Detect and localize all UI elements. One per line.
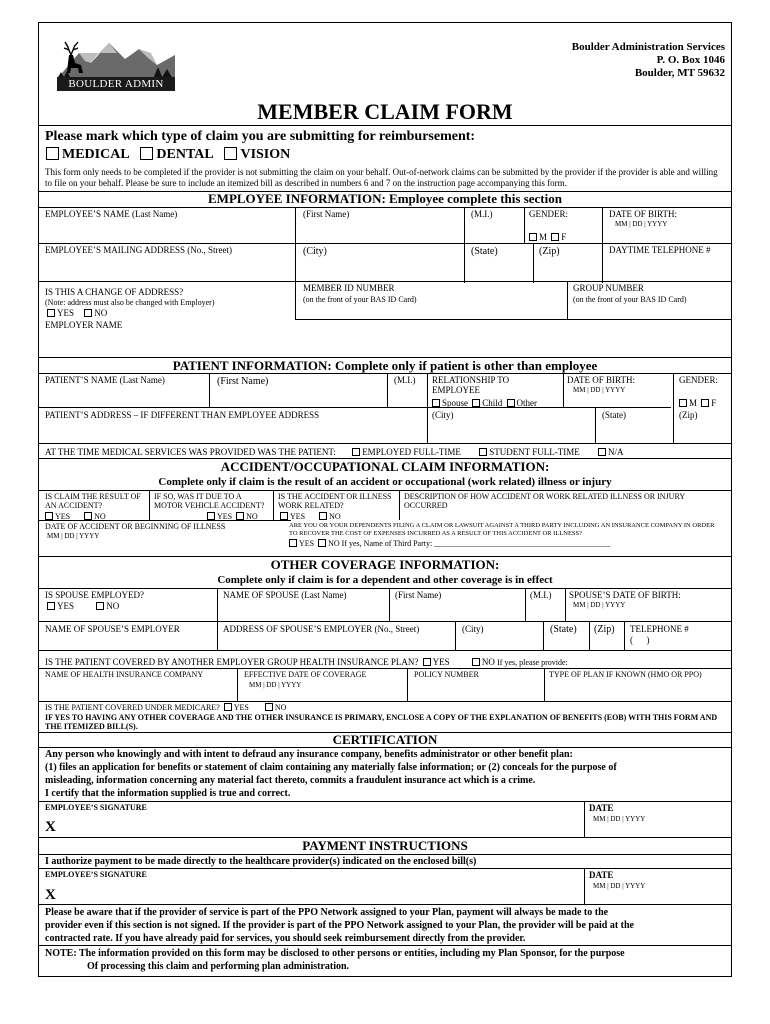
accident-subheading: Complete only if claim is the result of an accident or occupational (work related) illness or injury	[158, 476, 612, 488]
no-label: NO	[329, 512, 341, 521]
certification-heading: CERTIFICATION	[332, 732, 438, 747]
disclosure-note-line: NOTE: The information provided on this form may be disclosed to other persons or entities, including my Plan Sponsor, for the purpose	[45, 948, 625, 959]
certification-date-format: MM | DD | YYYY	[593, 815, 646, 823]
no-label: NO	[481, 657, 495, 667]
payment-signature-label: EMPLOYEE’S SIGNATURE	[45, 870, 147, 879]
na-label: N/A	[608, 447, 624, 457]
relationship-label: RELATIONSHIP TO EMPLOYEE	[432, 375, 510, 395]
other-coverage-subheading: Complete only if claim is for a dependent and other coverage is in effect	[217, 574, 553, 586]
patient-status-prompt: AT THE TIME MEDICAL SERVICES WAS PROVIDED WAS THE PATIENT:	[45, 447, 336, 457]
certification-signature-x[interactable]: X	[45, 819, 56, 835]
spouse-employed-no-checkbox[interactable]	[96, 602, 104, 610]
spouse-employer-state-label: (State)	[550, 624, 577, 635]
employee-dob-format: MM | DD | YYYY	[615, 220, 668, 228]
city-state: Boulder, MT 59632	[634, 67, 725, 79]
no-label: NO	[274, 703, 287, 712]
patient-female-checkbox[interactable]	[701, 399, 709, 407]
spouse-employed-options	[47, 601, 119, 611]
spouse-employer-city-label: (City)	[462, 624, 484, 634]
other-plan-question: IS THE PATIENT COVERED BY ANOTHER EMPLOYER GROUP HEALTH INSURANCE PLAN?	[45, 657, 419, 667]
work-no-checkbox[interactable]	[319, 512, 327, 520]
employed-full-time-checkbox[interactable]	[352, 448, 360, 456]
no-label: NO	[106, 601, 120, 611]
no-label: NO	[94, 308, 108, 318]
employee-gender-label: GENDER:	[529, 209, 568, 219]
vision-label: VISION	[240, 147, 291, 162]
patient-heading: PATIENT INFORMATION: Complete only if patient is other than employee	[172, 358, 598, 373]
other-label: Other	[516, 398, 538, 408]
ppo-notice	[45, 906, 727, 945]
member-id-label: MEMBER ID NUMBER	[303, 283, 395, 293]
medicare-yes-checkbox[interactable]	[224, 703, 232, 711]
logo-banner: BOULDER ADMIN	[57, 77, 175, 91]
eob-note: IF YES TO HAVING ANY OTHER COVERAGE AND THE OTHER INSURANCE IS PRIMARY, ENCLOSE A COPY OF THE EXPLANATION OF BENEFITS (EOB) WITH THIS FORM AND THE ITEMIZED BILL(S).	[45, 713, 718, 731]
lawsuit-yes-checkbox[interactable]	[289, 539, 297, 547]
patient-gender-label: GENDER:	[679, 375, 718, 385]
employee-female-checkbox[interactable]	[551, 233, 559, 241]
org-address-block	[572, 41, 725, 80]
yes-label: YES	[233, 703, 249, 712]
change-address-label: IS THIS A CHANGE OF ADDRESS?	[45, 287, 184, 297]
group-number-label: GROUP NUMBER	[573, 283, 644, 293]
vision-checkbox[interactable]	[224, 147, 237, 160]
lawsuit-question: ARE YOU OR YOUR DEPENDENTS FILING A CLAIM OR LAWSUIT AGAINST A THIRD PARTY INCLUDING AN INSURANCE COMPANY IN ORDER TO RECOVER THE COST OF EXPENSES INCURRED AS A RESULT OF THIS ACCIDENT OR ILLNESS?	[289, 522, 715, 537]
spouse-employer-phone-label: TELEPHONE #	[630, 624, 689, 634]
mountain-elk-icon	[57, 39, 175, 79]
medicare-no-checkbox[interactable]	[265, 703, 273, 711]
yes-label: YES	[55, 512, 71, 521]
patient-dob-format: MM | DD | YYYY	[573, 386, 626, 394]
student-full-time-checkbox[interactable]	[479, 448, 487, 456]
employee-first-name-label: (First Name)	[303, 209, 350, 219]
employee-city-label: (City)	[303, 246, 327, 257]
employee-last-name-label: EMPLOYEE’S NAME (Last Name)	[45, 209, 178, 219]
group-number-note: (on the front of your BAS ID Card)	[573, 295, 687, 304]
change-address-yes-checkbox[interactable]	[47, 309, 55, 317]
change-address-note: (Note: address must also be changed with Employer)	[45, 298, 215, 307]
member-id-note: (on the front of your BAS ID Card)	[303, 295, 417, 304]
male-label: M	[689, 398, 698, 408]
yes-label: YES	[290, 512, 306, 521]
change-address-no-checkbox[interactable]	[84, 309, 92, 317]
boulder-admin-logo	[57, 39, 175, 93]
ppo-notice-line: provider even if this section is not signed. If the provider is part of the PPO Network assigned to your Plan, the provider will be paid at the	[45, 920, 634, 931]
spouse-dob-format: MM | DD | YYYY	[573, 601, 626, 609]
dental-label: DENTAL	[156, 147, 213, 162]
spouse-first-name-label: (First Name)	[395, 590, 442, 600]
spouse-last-name-label: NAME OF SPOUSE (Last Name)	[223, 590, 347, 600]
other-plan-no-checkbox[interactable]	[472, 658, 480, 666]
medical-checkbox[interactable]	[46, 147, 59, 160]
accident-question-label: IS CLAIM THE RESULT OF AN ACCIDENT?	[45, 492, 141, 510]
effective-date-label: EFFECTIVE DATE OF COVERAGE	[244, 670, 367, 679]
work-yes-checkbox[interactable]	[280, 512, 288, 520]
org-name: Boulder Administration Services	[571, 41, 725, 53]
yes-label: YES	[217, 512, 233, 521]
disclosure-note	[45, 947, 727, 973]
no-label: NO	[246, 512, 258, 521]
medical-label: MEDICAL	[62, 147, 129, 162]
patient-last-name-label: PATIENT’S NAME (Last Name)	[45, 375, 165, 385]
patient-city-label: (City)	[432, 410, 454, 420]
claim-type-options	[43, 147, 290, 163]
third-party-name-field[interactable]: NO If yes, Name of Third Party: ____________________________________________	[328, 539, 611, 548]
payment-signature-x[interactable]: X	[45, 887, 56, 903]
if-yes-note: If yes, please provide:	[497, 658, 568, 667]
work-related-label: IS THE ACCIDENT OR ILLNESS WORK RELATED?	[278, 492, 392, 510]
employee-address-label: EMPLOYEE’S MAILING ADDRESS (No., Street)	[45, 245, 232, 255]
accident-yes-checkbox[interactable]	[45, 512, 53, 520]
motor-yes-checkbox[interactable]	[207, 512, 215, 520]
claim-form	[38, 22, 732, 977]
patient-status-row	[45, 447, 624, 457]
claim-type-prompt: Please mark which type of claim you are submitting for reimbursement:	[45, 129, 476, 144]
other-plan-question-row	[45, 657, 568, 667]
accident-description-label: DESCRIPTION OF HOW ACCIDENT OR WORK RELATED ILLNESS OR INJURY OCCURRED	[404, 492, 685, 510]
employee-phone-label: DAYTIME TELEPHONE #	[609, 245, 711, 255]
payment-date-label: DATE	[589, 870, 614, 880]
spouse-label: Spouse	[442, 398, 469, 408]
third-party-options	[289, 539, 719, 548]
payment-heading: PAYMENT INSTRUCTIONS	[302, 838, 468, 853]
accident-date-label: DATE OF ACCIDENT OR BEGINNING OF ILLNESS	[45, 522, 226, 531]
spouse-employer-zip-label: (Zip)	[594, 624, 615, 635]
male-label: M	[539, 232, 548, 242]
yes-label: YES	[57, 308, 75, 318]
spouse-checkbox[interactable]	[432, 399, 440, 407]
yes-label: YES	[57, 601, 75, 611]
employee-dob-label: DATE OF BIRTH:	[609, 209, 677, 219]
motor-no-checkbox[interactable]	[236, 512, 244, 520]
employee-state-label: (State)	[471, 246, 498, 257]
certification-date-label: DATE	[589, 803, 614, 813]
spouse-employed-label: IS SPOUSE EMPLOYED?	[45, 590, 145, 600]
dental-checkbox[interactable]	[140, 147, 153, 160]
yes-label: YES	[299, 539, 315, 548]
patient-address-label: PATIENT’S ADDRESS – IF DIFFERENT THAN EMPLOYEE ADDRESS	[45, 410, 320, 420]
accident-heading: ACCIDENT/OCCUPATIONAL CLAIM INFORMATION:	[220, 459, 550, 474]
other-checkbox[interactable]	[507, 399, 515, 407]
certification-line: I certify that the information supplied is true and correct.	[45, 788, 291, 799]
form-title: MEMBER CLAIM FORM	[257, 99, 513, 124]
effective-date-format: MM | DD | YYYY	[249, 681, 302, 689]
ppo-notice-line: Please be aware that if the provider of service is part of the PPO Network assigned to your Plan, payment will always be made to the	[45, 907, 609, 918]
student-full-time-label: STUDENT FULL-TIME	[489, 447, 580, 457]
patient-state-label: (State)	[602, 410, 626, 420]
payment-date-format: MM | DD | YYYY	[593, 882, 646, 890]
po-box: P. O. Box 1046	[656, 54, 725, 66]
certification-line: misleading, information concerning any material fact thereto, commits a fraudulent insurance act which is a crime.	[45, 775, 536, 786]
patient-mi-label: (M.I.)	[394, 375, 416, 385]
ppo-notice-line: contracted rate. If you have already paid for services, you should seek reimbursement directly from the provider.	[45, 933, 526, 944]
patient-zip-label: (Zip)	[679, 410, 698, 420]
other-coverage-heading: OTHER COVERAGE INFORMATION:	[270, 557, 500, 572]
policy-number-label: POLICY NUMBER	[414, 670, 479, 679]
patient-dob-label: DATE OF BIRTH:	[567, 375, 635, 385]
spouse-mi-label: (M.I.)	[530, 590, 552, 600]
certification-text	[45, 748, 725, 800]
third-party-block	[289, 522, 719, 548]
employed-full-time-label: EMPLOYED FULL-TIME	[362, 447, 461, 457]
patient-first-name-label: (First Name)	[217, 376, 269, 387]
motor-vehicle-label: IF SO, WAS IT DUE TO A MOTOR VEHICLE ACCIDENT?	[154, 492, 265, 510]
spouse-employed-yes-checkbox[interactable]	[47, 602, 55, 610]
spouse-employer-phone-paren: ( )	[630, 635, 650, 645]
na-checkbox[interactable]	[598, 448, 606, 456]
spouse-employer-address-label: ADDRESS OF SPOUSE’S EMPLOYER (No., Street)	[223, 624, 420, 634]
claim-instructions: This form only needs to be completed if the provider is not submitting the claim on your behalf. Out-of-network claims can be submitted by the provider if the provider is able and willing to file on your behalf. Please be sure to include an itemized bill as described in numbers 6 and 7 on the instruction page accompanying this form.	[45, 167, 718, 188]
no-label: NO	[94, 512, 106, 521]
plan-type-label: TYPE OF PLAN IF KNOWN (HMO OR PPO)	[549, 670, 702, 679]
child-label: Child	[482, 398, 503, 408]
certification-line: Any person who knowingly and with intent to defraud any insurance company, benefits administrator or other benefit plan:	[45, 749, 573, 760]
female-label: F	[561, 232, 567, 242]
employee-mi-label: (M.I.)	[471, 209, 493, 219]
spouse-employer-label: NAME OF SPOUSE’S EMPLOYER	[45, 624, 180, 634]
employer-name-label: EMPLOYER NAME	[45, 320, 123, 330]
payment-authorization: I authorize payment to be made directly to the healthcare provider(s) indicated on the enclosed bill(s)	[45, 856, 477, 867]
disclosure-note-line: Of processing this claim and performing plan administration.	[87, 961, 350, 972]
change-address-options	[47, 308, 107, 318]
yes-label: YES	[432, 657, 450, 667]
female-label: F	[711, 398, 717, 408]
accident-date-format: MM | DD | YYYY	[47, 532, 100, 540]
certification-signature-label: EMPLOYEE’S SIGNATURE	[45, 803, 147, 812]
patient-male-checkbox[interactable]	[679, 399, 687, 407]
employee-zip-label: (Zip)	[539, 246, 560, 257]
other-plan-yes-checkbox[interactable]	[423, 658, 431, 666]
lawsuit-no-checkbox[interactable]	[318, 539, 326, 547]
medicare-question-row	[45, 703, 286, 712]
employee-gender-options	[529, 232, 566, 242]
employee-heading: EMPLOYEE INFORMATION: Employee complete this section	[208, 191, 562, 206]
employee-male-checkbox[interactable]	[529, 233, 537, 241]
patient-gender-options	[679, 398, 716, 408]
certification-line: (1) files an application for benefits or statement of claim containing any materially false information; or (2) conceals for the purpose of	[45, 762, 617, 773]
spouse-dob-label: SPOUSE’S DATE OF BIRTH:	[569, 590, 681, 600]
insurance-company-label: NAME OF HEALTH INSURANCE COMPANY	[45, 670, 204, 679]
medicare-question: IS THE PATIENT COVERED UNDER MEDICARE?	[45, 703, 220, 712]
child-checkbox[interactable]	[472, 399, 480, 407]
accident-no-checkbox[interactable]	[84, 512, 92, 520]
